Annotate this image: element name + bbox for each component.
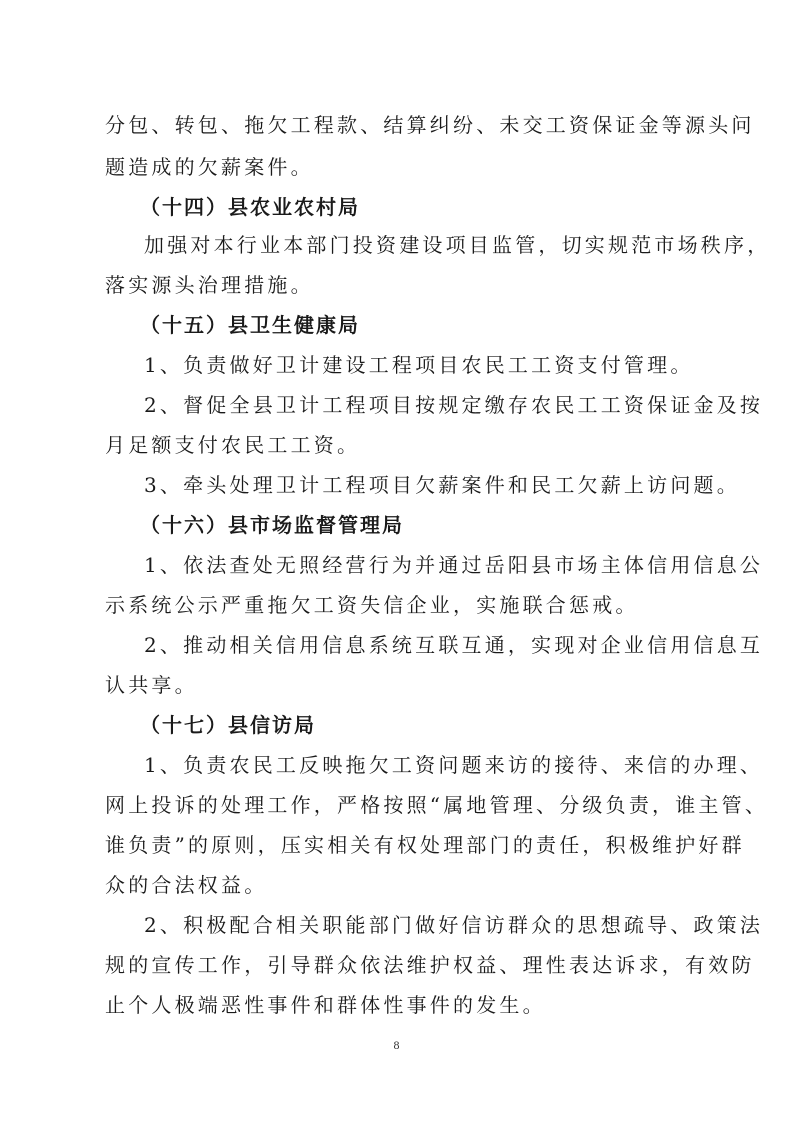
body-text-line: 1、负责农民工反映拖欠工资问题来访的接待、来信的办理、 [144,753,764,777]
body-text-line: 众的合法权益。 [105,873,268,897]
body-text-line: 2、推动相关信用信息系统互联互通，实现对企业信用信息互 [144,633,764,657]
section-heading: （十七）县信访局 [140,713,316,737]
section-heading: （十六）县市场监督管理局 [140,513,404,537]
body-text-line: 3、牵头处理卫计工程项目欠薪案件和民工欠薪上访问题。 [144,473,740,497]
body-text-line: 1、负责做好卫计建设工程项目农民工工资支付管理。 [144,353,694,377]
body-text-line: 谁负责”的原则，压实相关有权处理部门的责任，积极维护好群 [105,833,745,857]
body-text-line: 2、积极配合相关职能部门做好信访群众的思想疏导、政策法 [144,913,764,937]
body-text-line: 示系统公示严重拖欠工资失信企业，实施联合惩戒。 [105,593,639,617]
body-text-line: 分包、转包、拖欠工程款、结算纠纷、未交工资保证金等源头问 [105,113,755,137]
body-text-line: 加强对本行业本部门投资建设项目监管，切实规范市场秩序， [144,233,771,257]
body-text-line: 认共享。 [105,673,198,697]
body-text-line: 1、依法查处无照经营行为并通过岳阳县市场主体信用信息公 [144,553,764,577]
body-text-line: 落实源头治理措施。 [105,273,314,297]
body-text-line: 规的宣传工作，引导群众依法维护权益、理性表达诉求，有效防 [105,953,755,977]
body-text-line: 2、督促全县卫计工程项目按规定缴存农民工工资保证金及按 [144,393,764,417]
body-text-line: 题造成的欠薪案件。 [105,155,314,179]
page-number: 8 [393,1038,400,1052]
body-text-line: 止个人极端恶性事件和群体性事件的发生。 [105,993,546,1017]
body-text-line: 网上投诉的处理工作，严格按照“属地管理、分级负责，谁主管、 [105,793,769,817]
body-text-line: 月足额支付农民工工资。 [105,433,361,457]
section-heading: （十五）县卫生健康局 [140,313,360,337]
section-heading: （十四）县农业农村局 [140,195,360,219]
